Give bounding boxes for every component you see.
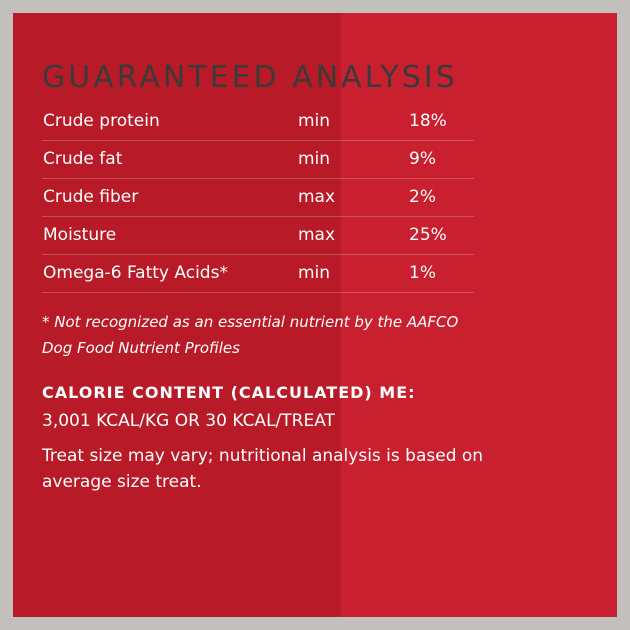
nutrient-qualifier: max bbox=[298, 187, 336, 207]
table-row bbox=[42, 255, 474, 293]
table-row bbox=[42, 141, 474, 179]
table-row bbox=[42, 179, 474, 217]
nutrient-value: 2% bbox=[409, 187, 436, 207]
calorie-note: Treat size may vary; nutritional analysis is based on average size treat. bbox=[42, 446, 484, 492]
nutrient-name: Crude fat bbox=[43, 149, 123, 169]
nutrient-qualifier: min bbox=[298, 149, 331, 169]
analysis-table bbox=[42, 103, 474, 293]
table-row bbox=[42, 217, 474, 255]
calorie-value: 3,001 KCAL/KG OR 30 KCAL/TREAT bbox=[42, 411, 335, 431]
nutrient-qualifier: min bbox=[298, 263, 331, 283]
nutrient-value: 1% bbox=[409, 263, 436, 283]
calorie-heading: CALORIE CONTENT (CALCULATED) ME: bbox=[42, 383, 416, 402]
nutrient-name: Crude protein bbox=[43, 111, 160, 131]
nutrient-value: 18% bbox=[409, 111, 447, 131]
analysis-panel bbox=[13, 13, 617, 617]
nutrient-qualifier: min bbox=[298, 111, 331, 131]
nutrient-qualifier: max bbox=[298, 225, 336, 245]
nutrient-name: Moisture bbox=[43, 225, 117, 245]
nutrient-name: Crude fiber bbox=[43, 187, 139, 207]
nutrient-name: Omega-6 Fatty Acids* bbox=[43, 263, 228, 283]
nutrient-value: 9% bbox=[409, 149, 436, 169]
table-row bbox=[42, 103, 474, 141]
footnote: * Not recognized as an essential nutrient by the AAFCO Dog Food Nutrient Profiles bbox=[42, 313, 459, 357]
page-title: GUARANTEED ANALYSIS bbox=[42, 60, 458, 95]
nutrient-value: 25% bbox=[409, 225, 447, 245]
